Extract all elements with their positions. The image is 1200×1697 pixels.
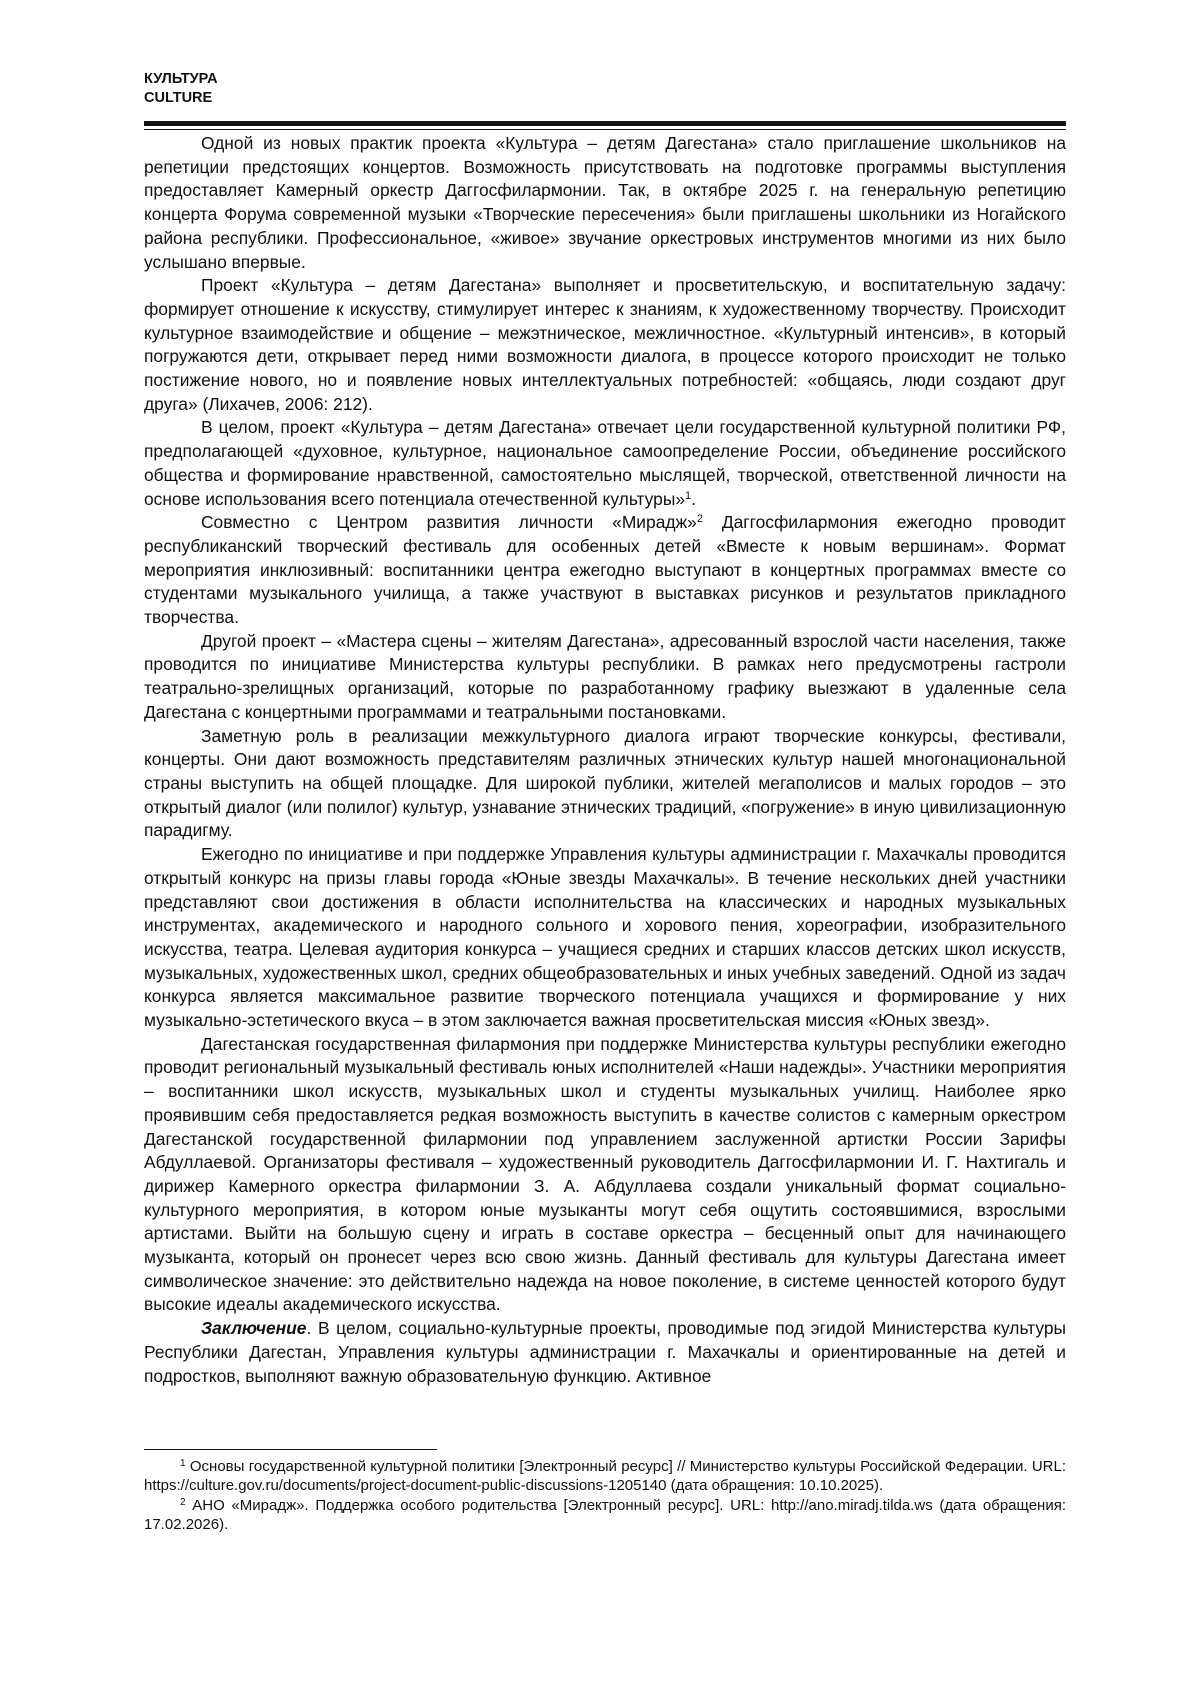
paragraph — [144, 843, 1066, 1033]
footnote-number: 1 — [180, 1458, 186, 1469]
paragraph — [144, 725, 1066, 844]
footnote-ref[interactable]: 1 — [685, 489, 692, 502]
footnotes — [144, 1457, 1066, 1534]
paragraph-text: Проект «Культура – детям Дагестана» выполняет и просветительскую, и воспитательную задачу: формирует отношение к искусству, стимулирует интерес к знаниям, к художественному творчеству. Происходит культурное взаимодействие и общение – межэтническое, межличностное. «Культурный интенсив», в который погружаются дети, открывает перед ними возможности диалога, в процессе которого происходит не только постижение нового, но и появление новых интеллектуальных потребностей: «общаясь, люди создают друг друга» (Лихачев, 2006: 212). — [144, 275, 1066, 414]
article-body — [144, 132, 1066, 1388]
paragraph-text: Совместно с Центром развития личности «Мирадж» — [201, 512, 697, 533]
paragraph — [144, 630, 1066, 725]
section-title-ru: КУЛЬТУРА — [144, 71, 218, 87]
header-rule-thin — [144, 129, 1066, 130]
footnote — [144, 1457, 1066, 1496]
paragraph — [144, 132, 1066, 274]
conclusion-label: Заключение — [201, 1318, 307, 1339]
running-header — [144, 70, 218, 108]
paragraph — [144, 1033, 1066, 1317]
paragraph-text-end: . — [691, 488, 696, 509]
footnote-text: Основы государственной культурной политики [Электронный ресурс] // Министерство культуры Российской Федерации. URL: https://culture.gov.ru/documents/project-document-public-discussions-1205140 (дата обращения: 10.10.2025). — [144, 1458, 1066, 1495]
footnote-text: АНО «Мирадж». Поддержка особого родительства [Электронный ресурс]. URL: http://ano.miradj.tilda.ws (дата обращения: 17.02.2026). — [144, 1496, 1066, 1533]
section-title-en: CULTURE — [144, 90, 213, 106]
footnote-ref[interactable]: 2 — [696, 513, 703, 526]
footnote — [144, 1496, 1066, 1535]
paragraph — [144, 416, 1066, 511]
paragraph-text: Одной из новых практик проекта «Культура – детям Дагестана» стало приглашение школьников на репетиции предстоящих концертов. Возможность присутствовать на подготовке программы выступления предоставляет Камерный оркестр Даггосфилармонии. Так, в октябре 2025 г. на генеральную репетицию концерта Форума современной музыки «Творческие пересечения» были приглашены школьники из Ногайского района республики. Профессиональное, «живое» звучание оркестровых инструментов многими из них было услышано впервые. — [144, 133, 1066, 272]
footnote-separator — [144, 1449, 437, 1450]
paragraph-text-cont: Даггосфилармония ежегодно проводит республиканский творческий фестиваль для особенных детей «Вместе к новым вершинам». Формат мероприятия инклюзивный: воспитанники центра ежегодно выступают в концертных программах вместе со студентами музыкального училища, а также участвуют в выставках рисунков и результатов прикладного творчества. — [144, 512, 1067, 628]
paragraph-text: Дагестанская государственная филармония при поддержке Министерства культуры республики ежегодно проводит региональный музыкальный фестиваль юных исполнителей «Наши надежды». Участники мероприятия – воспитанники школ искусств, музыкальных школ и студенты музыкальных училищ. Наиболее ярко проявившим себя предоставляется редкая возможность выступить в качестве солистов с камерным оркестром Дагестанской государственной филармонии под управлением заслуженной артистки России Зарифы Абдуллаевой. Организаторы фестиваля – художественный руководитель Даггосфилармонии И. Г. Нахтигаль и дирижер Камерного оркестра филармонии З. А. Абдуллаева создали уникальный формат социально-культурного мероприятия, в котором юные музыканты могут себя ощутить состоявшимися, взрослыми артистами. Выйти на большую сцену и играть в составе оркестра – бесценный опыт для начинающего музыканта, который он пронесет через всю свою жизнь. Данный фестиваль для культуры Дагестана имеет символическое значение: это действительно надежда на новое поколение, в системе ценностей которого будут высокие идеалы академического искусства. — [144, 1033, 1066, 1315]
paragraph-text: Другой проект – «Мастера сцены – жителям Дагестана», адресованный взрослой части населения, также проводится по инициативе Министерства культуры республики. В рамках него предусмотрены гастроли театрально-зрелищных организаций, которые по разработанному графику выезжают в удаленные села Дагестана с концертными программами и театральными постановками. — [144, 630, 1066, 722]
header-rule-thick — [144, 121, 1066, 126]
footnote-number: 2 — [180, 1496, 186, 1508]
paragraph-text: Заметную роль в реализации межкультурного диалога играют творческие конкурсы, фестивали, концерты. Они дают возможность представителям различных этнических культур нашей многонациональной страны выступить на общей площадке. Для широкой публики, жителей мегаполисов и малых городов – это открытый диалог (или полилог) культур, узнавание этнических традиций, «погружение» в иную цивилизационную парадигму. — [144, 725, 1066, 841]
paragraph — [144, 511, 1066, 630]
paragraph — [144, 274, 1066, 416]
paragraph — [144, 1317, 1066, 1388]
paragraph-text: . В целом, социально-культурные проекты, проводимые под эгидой Министерства культуры Республики Дагестан, Управления культуры администрации г. Махачкалы и ориентированные на детей и подростков, выполняют важную образовательную функцию. Активное — [144, 1318, 1066, 1386]
paragraph-text: Ежегодно по инициативе и при поддержке Управления культуры администрации г. Махачкалы проводится открытый конкурс на призы главы города «Юные звезды Махачкалы». В течение нескольких дней участники представляют свои достижения в области исполнительства на классических и народных музыкальных инструментах, академического и народного сольного и хорового пения, хореографии, изобразительного искусства, театра. Целевая аудитория конкурса – учащиеся средних и старших классов детских школ искусств, музыкальных, художественных школ, средних общеобразовательных и иных учебных заведений. Одной из задач конкурса является максимальное развитие творческого потенциала учащихся и формирование у них музыкально-эстетического вкуса – в этом заключается важная просветительская миссия «Юных звезд». — [144, 844, 1066, 1031]
paragraph-text: В целом, проект «Культура – детям Дагестана» отвечает цели государственной культурной политики РФ, предполагающей «духовное, культурное, национальное самоопределение России, объединение российского общества и формирование нравственной, самостоятельно мыслящей, творческой, ответственной личности на основе использования всего потенциала отечественной культуры» — [144, 417, 1066, 509]
